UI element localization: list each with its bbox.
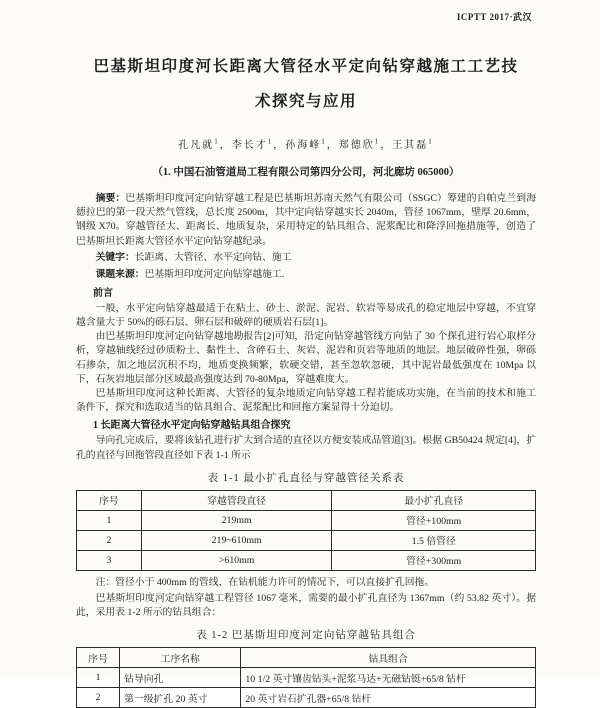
table-cell: 管径+300mm: [332, 550, 536, 570]
abstract-paragraph: [76, 192, 536, 249]
intro-paragraph-1: 一般，水平定向钻穿越最适于在粘土、砂土、淤泥、泥岩、软岩等易成孔的稳定地层中穿越，不宜穿越含量大于 50%的砾石层、卵石层和破碎的硬质岩石层[1]。: [76, 302, 536, 329]
table-header-cell: 穿越管段直径: [141, 490, 332, 510]
table-cell: 219~610mm: [141, 530, 332, 550]
author-name: 李长才$^1$: [231, 137, 274, 151]
table-cell: 第一级扩孔 20 英寸: [120, 688, 241, 708]
paper-title-line1: 巴基斯坦印度河长距离大管径水平定向钻穿越施工工艺技: [93, 58, 519, 75]
table-cell: 1.5 倍管径: [332, 530, 536, 550]
intro-paragraph-2: 由巴基斯坦印度河定向钻穿越地勘报告[2]可知，沿定向钻穿越管线方向钻了 30 个探孔进行岩心取样分析，穿越轴线经过砂质粉土、黏性土、含碎石土、灰岩、泥岩和页岩等地质的地层。地层破碎性强，卵砾石掺杂，加之地层沉积不均，地质变换频繁，软硬交错，甚至忽软忽硬，其中泥岩最低强度在 10Mpa 以下，石灰岩地层部分区域最高强度达到 70-80Mpa，穿越难度大。: [76, 331, 536, 385]
table-cell: 1: [77, 510, 142, 530]
keywords-text: 长距离、大管径、水平定向钻、施工: [134, 251, 292, 263]
table-cell: 2: [77, 688, 120, 708]
table-cell: 1: [77, 668, 120, 688]
table-header-cell: 工序名称: [120, 648, 241, 668]
abstract-label: 摘要：: [95, 193, 126, 204]
section1-paragraph-2: 巴基斯坦印度河定向钻穿越工程管径 1067 毫米，需要的最小扩孔直径为 1367mm（约 53.82 英寸）。据此，采用表 1-2 所示的钻具组合：: [76, 592, 536, 619]
table-row: [77, 668, 536, 688]
table-cell: 2: [77, 530, 142, 550]
table-cell: 10 1/2 英寸镶齿钻头+泥浆马达+无磁钻铤+65/8 钻杆: [241, 668, 536, 688]
author-name: 郑德欣$^1$: [338, 137, 381, 151]
table-drill-assembly: [76, 647, 536, 708]
keywords-line: [76, 249, 536, 266]
author-name: 孙海峰$^1$: [285, 137, 327, 151]
table-header-cell: 序号: [77, 490, 142, 510]
section1-heading: 1 长距离大管径水平定向钻穿越钻具组合探究: [93, 420, 291, 432]
section1-paragraph-1: 导向孔完成后，要将该钻孔进行扩大到合适的直径以方便安装成品管道[3]。根据 GB50424 规定[4]，扩孔的直径与回拖管段直径如下表 1-1 所示: [76, 435, 536, 461]
table-cell: 钻导向孔: [120, 668, 241, 688]
intro-heading: 前言: [93, 287, 113, 299]
table-row: [77, 550, 536, 570]
table-cell: >610mm: [141, 550, 332, 570]
table-header-row: [77, 490, 536, 510]
table-header-row: [77, 648, 536, 668]
table1-note: 注：管径小于 400mm 的管线，在钻机能力许可的情况下，可以直接扩孔回拖。: [95, 576, 435, 588]
intro-paragraph-3: 巴基斯坦印度河这种长距离、大管径的复杂地质定向钻穿越工程若能成功实施，在当前的技术和施工条件下，探究和选取适当的钻具组合、泥浆配比和回拖方案显得十分迫切。: [76, 388, 536, 414]
abstract-text: 巴基斯坦印度河定向钻穿越工程是巴基斯坦苏南天然气有限公司（SSGC）筹建的自帕克兰到海德拉巴的第一段天然气管线，总长度 2500m，其中定向钻穿越实长 2040m，管径 1067mm，壁厚 20.6mm，钢级 X70。穿越管径大、距离长、地质复杂，采用特定的钻具组合、泥浆配比和降浮回拖措施等，创造了巴基斯坦长距离大管径水平定向钻穿越纪录。: [76, 193, 537, 247]
table-header-cell: 钻具组合: [241, 648, 536, 668]
source-line: [76, 266, 536, 283]
table-header-cell: 最小扩孔直径: [332, 490, 536, 510]
source-label: 课题来源：: [95, 268, 145, 280]
conference-header: ICPTT 2017·武汉: [456, 12, 532, 22]
table1-caption: 表 1-1 最小扩孔直径与穿越管径关系表: [207, 472, 405, 484]
source-text: 巴基斯坦印度河定向钻穿越施工.: [144, 268, 285, 280]
table-cell: 管径+100mm: [332, 510, 536, 530]
table-row: [77, 530, 536, 550]
table-cell: 20 英寸岩石扩孔器+65/8 钻杆: [241, 688, 536, 708]
table-row: [77, 510, 536, 530]
affiliation: （1. 中国石油管道局工程有限公司第四分公司，河北廊坊 065000）: [152, 167, 460, 178]
table-min-bore-diameter: [76, 490, 536, 571]
table-header-cell: 序号: [77, 648, 120, 668]
author-name: 孔凡就$^1$: [178, 137, 220, 151]
paper-title: [76, 49, 536, 119]
keywords-label: 关键字：: [95, 251, 135, 263]
table2-caption: 表 1-2 巴基斯坦印度河定向钻穿越钻具组合: [196, 630, 416, 642]
table-cell: 3: [77, 550, 142, 570]
authors-line: 孔凡就$^1$，李长才$^1$，孙海峰$^1$，郑德欣$^1$，王其磊$^1$: [178, 137, 434, 151]
author-name: 王其磊$^1$: [392, 137, 434, 151]
table-cell: 219mm: [141, 510, 332, 530]
paper-title-line2: 术探究与应用: [254, 93, 357, 110]
table-row: [77, 688, 536, 708]
